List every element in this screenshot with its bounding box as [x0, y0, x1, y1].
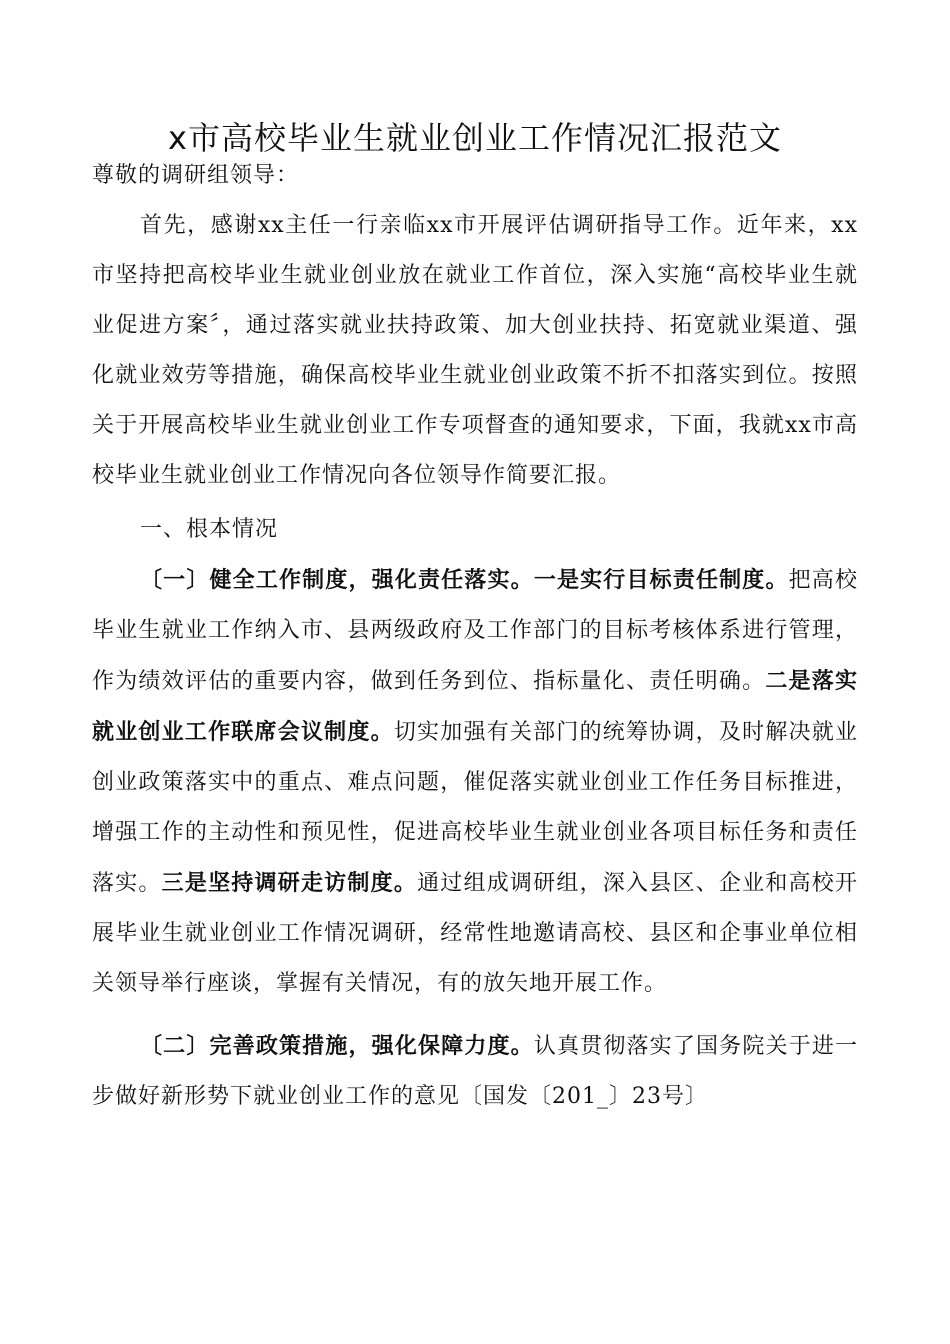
document-body: [92, 151, 858, 1122]
point-1-title: 一是实行目标责任制度。: [533, 567, 789, 593]
subsection-1-paragraph: [92, 555, 858, 1009]
salutation: 尊敬的调研组领导：: [92, 163, 300, 188]
subsection-2-paragraph: [92, 1021, 858, 1122]
point-2-title: 二是落实就业创业工作联席会议制度。: [92, 668, 858, 745]
point-3-title: 三是坚持调研走访制度。: [161, 870, 418, 896]
intro-paragraph: 首先，感谢xx主任一行亲临xx市开展评估调研指导工作。近年来，xx市坚持把高校毕业生就业创业放在就业工作首位，深入实施“高校毕业生就业促进方案〞，通过落实就业扶持政策、加大创业扶持、拓宽就业渠道、强化就业效劳等措施，确保高校毕业生就业创业政策不折不扣落实到位。按照关于开展高校毕业生就业创业工作专项督查的通知要求，下面，我就xx市高校毕业生就业创业工作情况向各位领导作简要汇报。: [92, 213, 858, 488]
subsection-1-heading: 〔一〕健全工作制度，强化责任落实。: [140, 567, 534, 593]
point-3-text: 通过组成调研组，深入县区、企业和高校开展毕业生就业创业工作情况调研，经常性地邀请高校、县区和企事业单位相关领导举行座谈，掌握有关情况，有的放矢地开展工作。: [92, 871, 858, 996]
subsection-2-heading: 〔二〕完善政策措施，强化保障力度。: [140, 1033, 534, 1059]
document-title: x市高校毕业生就业创业工作情况汇报范文: [168, 119, 782, 157]
section-heading-basic-situation: 一、根本情况: [140, 517, 279, 542]
point-2-text: 切实加强有关部门的统筹协调，及时解决就业创业政策落实中的重点、难点问题，催促落实就业创业工作任务目标推进，增强工作的主动性和预见性，促进高校毕业生就业创业各项目标任务和责任落实。: [92, 720, 858, 896]
subsection-2-text: 认真贯彻落实了国务院关于进一步做好新形势下就业创业工作的意见〔国发〔201_〕23号〕: [92, 1034, 858, 1109]
point-1-text: 把高校毕业生就业工作纳入市、县两级政府及工作部门的目标考核体系进行管理，作为绩效评估的重要内容，做到任务到位、指标量化、责任明确。: [92, 568, 858, 694]
